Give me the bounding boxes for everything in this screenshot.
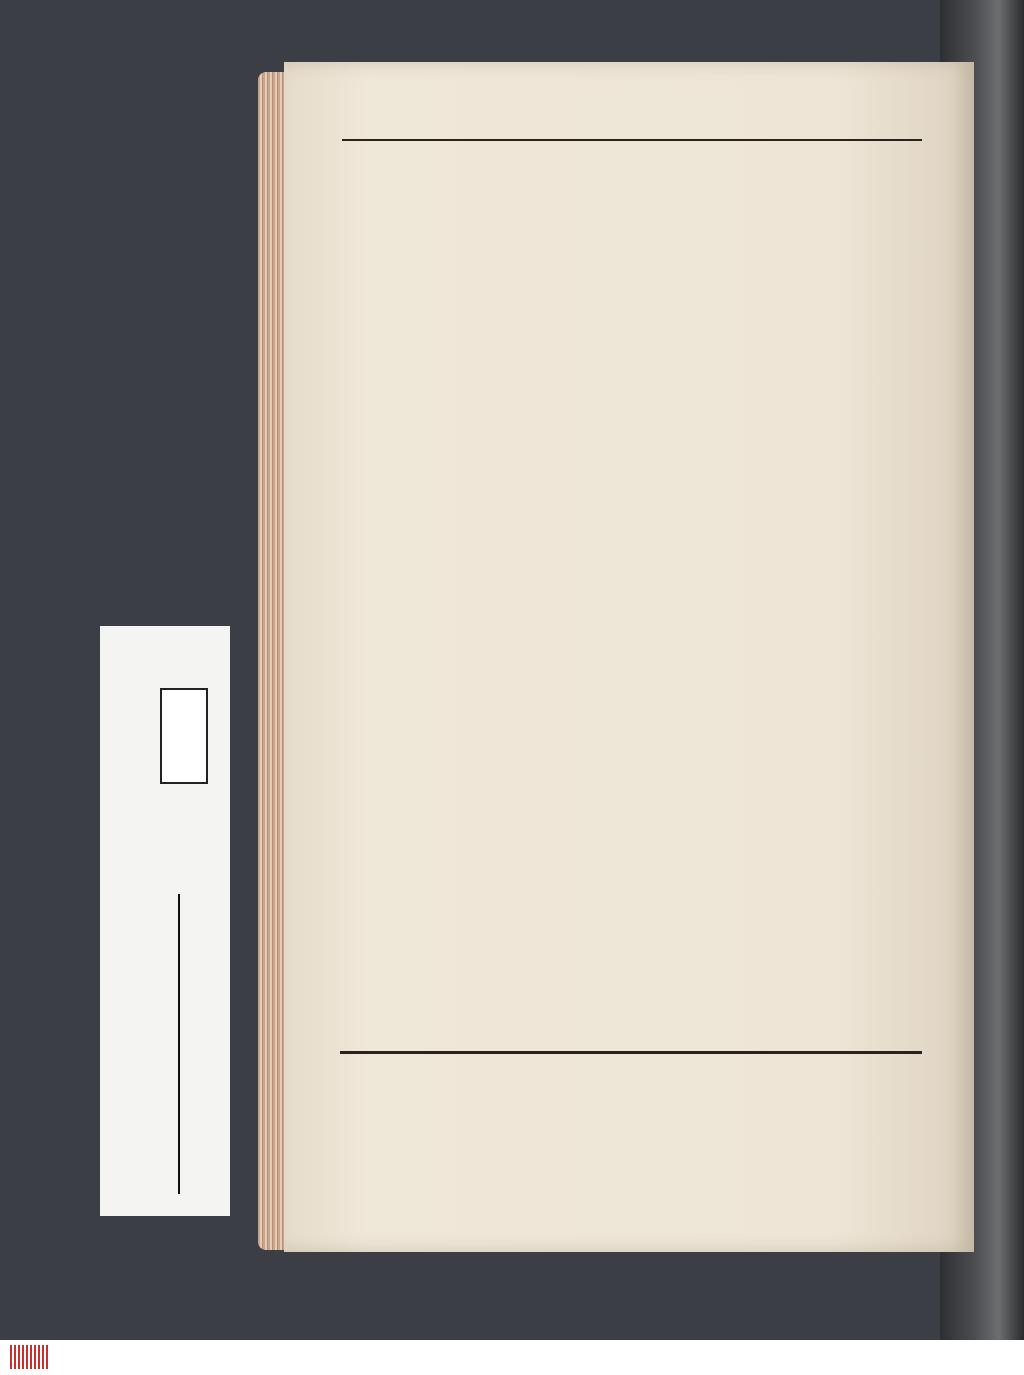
ruler-line xyxy=(178,894,180,1194)
page-header xyxy=(350,96,990,136)
gray-swatches xyxy=(160,688,208,784)
footnote-rule xyxy=(340,1051,922,1054)
footer-bar xyxy=(0,1340,1024,1375)
ruler xyxy=(150,880,230,1200)
book-page xyxy=(284,62,974,1252)
gray-scale-label xyxy=(80,178,110,328)
barcode-icon xyxy=(10,1345,50,1369)
header-rule xyxy=(342,139,922,141)
